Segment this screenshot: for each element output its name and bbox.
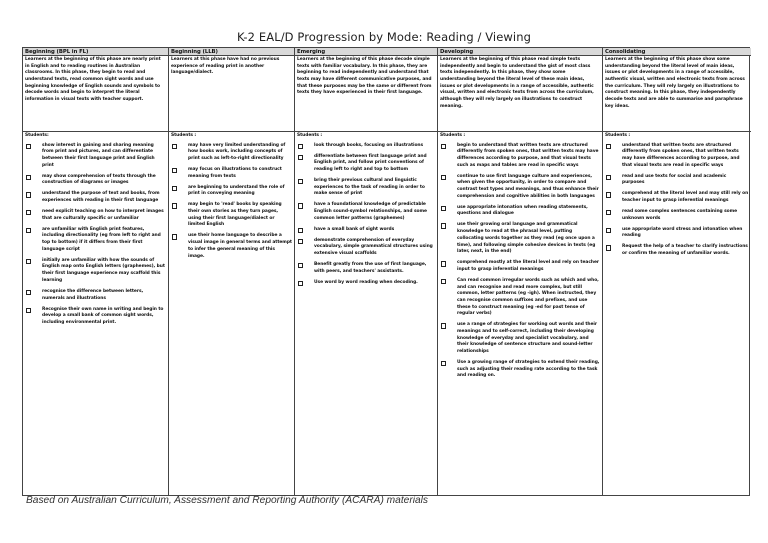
list-item: need explicit teaching on how to interpret images that are culturally specific or unfamiliar — [25, 209, 166, 222]
phase-description-beginning-bpl: Learners at the beginning of this phase are nearly print in English and to reading routines in Australian classrooms. In this phase, they begin to read and understand texts, read common sight words and use beginning knowledge of English sounds and symbols to decode words and begin to interpret the literal information in visual texts with teacher support. — [23, 56, 169, 132]
checkbox-icon — [441, 279, 446, 284]
students-label: Students : — [605, 133, 631, 138]
list-item: read and use texts for social and academic purposes — [605, 174, 749, 187]
list-item: Benefit greatly from the use of first language, with peers, and teachers' assistants. — [297, 262, 435, 275]
progression-table — [22, 47, 750, 496]
checkbox-icon — [172, 168, 177, 173]
list-item: Request the help of a teacher to clarify instructions or confirm the meaning of unfamiliar words. — [605, 244, 749, 257]
document-title: K-2 EAL/D Progression by Mode: Reading / Viewing — [237, 30, 531, 44]
list-item: may show comprehension of texts through the construction of diagrams or images — [25, 174, 166, 187]
list-item: use their home language to describe a visual image in general terms and attempt to infer the general meaning of this image. — [171, 233, 292, 260]
list-item: differentiate between first language print and English print, and follow print conventions of reading left to right and top to bottom — [297, 154, 435, 174]
list-item: Can read common irregular words such as which and who, and can recognise and read more complex, but still common, letter patterns (eg -igh). When instructed, they can recognise common suffixes and prefixes, and use these to construct meaning (eg -ed for past tense of regular verbs) — [440, 278, 600, 318]
checkbox-icon — [172, 186, 177, 191]
checkbox-icon — [298, 179, 303, 184]
phase-description-developing: Learners at the beginning of this phase read simple texts independently and begin to understand the gist of most class texts independently. In this phase, they show some understanding beyond the literal level of these main ideas, issues or plot developments in a range of accessible, authentic visual, written and electronic texts from across the curriculum, although they will rely largely on illustrations to construct meaning. — [438, 56, 603, 132]
checkbox-icon — [172, 144, 177, 149]
list-item: have a foundational knowledge of predictable English sound-symbol relationships, and some common letter patterns (graphemes) — [297, 202, 435, 222]
checkbox-icon — [26, 259, 31, 264]
students-label: Students: — [25, 133, 49, 138]
phase-heading-beginning-bpl: Beginning (BPL in FL) — [23, 48, 169, 56]
checkbox-icon — [26, 192, 31, 197]
phase-description-emerging: Learners at the beginning of this phase decode simple texts with familiar vocabulary. In this phase, they are beginning to read independently and understand that texts may have different communicative purposes, and that these purposes may be the same or different from texts they have experienced in their first language. — [295, 56, 438, 132]
checkbox-icon — [26, 228, 31, 233]
students-label: Students : — [440, 133, 466, 138]
checkbox-icon — [26, 144, 31, 149]
list-item: may focus on illustrations to construct meaning from texts — [171, 167, 292, 180]
list-item: continue to use first language culture and experiences, when given the opportunity, in order to compare and contrast text types and meanings, and thus enhance their comprehension and cognitive abilities in both languages — [440, 174, 600, 201]
list-item: are unfamiliar with English print features, including directionality (eg from left to right and top to bottom) if it differs from their first language script — [25, 227, 166, 254]
phase-heading-consolidating: Consolidating — [603, 48, 751, 56]
checkbox-icon — [298, 228, 303, 233]
checkbox-icon — [441, 323, 446, 328]
phase-description-beginning-llb: Learners at this phase have had no previous experience of reading print in another language/dialect. — [169, 56, 295, 132]
checkbox-icon — [298, 263, 303, 268]
checkbox-icon — [26, 175, 31, 180]
phase-students-consolidating — [603, 132, 751, 495]
students-label: Students : — [171, 133, 197, 138]
phase-heading-beginning-llb: Beginning (LLB) — [169, 48, 295, 56]
checkbox-icon — [26, 210, 31, 215]
list-item: are beginning to understand the role of print in conveying meaning — [171, 185, 292, 198]
checkbox-icon — [606, 228, 611, 233]
checkbox-icon — [606, 175, 611, 180]
list-item: comprehend mostly at the literal level and rely on teacher input to grasp inferential meanings — [440, 260, 600, 273]
checkbox-icon — [298, 144, 303, 149]
checkbox-icon — [26, 290, 31, 295]
list-item: read some complex sentences containing some unknown words — [605, 209, 749, 222]
checkbox-icon — [298, 281, 303, 286]
list-item: demonstrate comprehension of everyday vocabulary, simple grammatical structures using extensive visual scaffolds — [297, 238, 435, 258]
list-item: have a small bank of sight words — [297, 227, 435, 234]
list-item: comprehend at the literal level and may still rely on teacher input to grasp inferential meanings — [605, 191, 749, 204]
checkbox-icon — [26, 308, 31, 313]
students-label: Students : — [297, 133, 323, 138]
list-item: Recognise their own name in writing and begin to develop a small bank of common sight words, including environmental print. — [25, 307, 166, 327]
checkbox-icon — [441, 261, 446, 266]
source-footnote: Based on Australian Curriculum, Assessment and Reporting Authority (ACARA) materials — [26, 495, 429, 506]
list-item: show interest in gaining and sharing meaning from print and pictures, and can differentiate between their first language print and English print — [25, 143, 166, 170]
checkbox-icon — [298, 155, 303, 160]
list-item: look through books, focusing on illustrations — [297, 143, 435, 150]
list-item: understand the purpose of text and books, from experiences with reading in their first language — [25, 191, 166, 204]
list-item: use their growing oral language and grammatical knowledge to read at the phrasal level, putting collocating words together as they read (eg once upon a time), and following simple cohesive devices in texts (eg later, next, in the end) — [440, 222, 600, 255]
checkbox-icon — [172, 234, 177, 239]
list-item: use a range of strategies for working out words and their meanings and to self-correct, including their developing knowledge of everyday and specialist vocabulary, and their knowledge of sentence structure and sound-letter relationships — [440, 322, 600, 355]
list-item: use appropriate word stress and intonation when reading — [605, 227, 749, 240]
phase-heading-developing: Developing — [438, 48, 603, 56]
checkbox-icon — [441, 361, 446, 366]
phase-heading-emerging: Emerging — [295, 48, 438, 56]
checkbox-icon — [441, 206, 446, 211]
checkbox-icon — [441, 175, 446, 180]
phase-students-beginning-llb — [169, 132, 295, 495]
phase-students-beginning-bpl — [23, 132, 169, 495]
list-item: understand that written texts are structured differently from spoken ones, that written texts may have differences according to purpose, and that visual texts are read in specific ways — [605, 143, 749, 170]
list-item: Use a growing range of strategies to extend their reading, such as adjusting their reading rate according to the task and reading on. — [440, 360, 600, 380]
checkbox-icon — [606, 144, 611, 149]
checkbox-icon — [441, 223, 446, 228]
list-item: may begin to 'read' books by speaking their own stories as they turn pages, using their first language/dialect or limited English — [171, 202, 292, 229]
checkbox-icon — [441, 144, 446, 149]
list-item: recognise the difference between letters, numerals and illustrations — [25, 289, 166, 302]
checkbox-icon — [606, 192, 611, 197]
phase-description-consolidating: Learners at the beginning of this phase show some understanding beyond the literal level of main ideas, issues or plot developments in a range of accessible, authentic visual, written and electronic texts from across the curriculum. They will rely largely on illustrations to construct meaning. In this phase, they independently decode texts and are able to summarise and paraphrase key ideas. — [603, 56, 751, 132]
checkbox-icon — [298, 203, 303, 208]
checkbox-icon — [606, 245, 611, 250]
checkbox-icon — [298, 239, 303, 244]
list-item: bring their previous cultural and linguistic experiences to the task of reading in order to make sense of print — [297, 178, 435, 198]
list-item: Use word by word reading when decoding. — [297, 280, 435, 287]
phase-students-emerging — [295, 132, 438, 495]
list-item: initially are unfamiliar with how the sounds of English map onto English letters (graphemes), but their first language experience may scaffold this learning — [25, 258, 166, 285]
phase-students-developing — [438, 132, 603, 495]
checkbox-icon — [606, 210, 611, 215]
checkbox-icon — [172, 203, 177, 208]
list-item: begin to understand that written texts are structured differently from spoken ones, that written texts may have differences according to purpose, and that visual texts such as maps and tables are read in specific ways — [440, 143, 600, 170]
list-item: use appropriate intonation when reading statements, questions and dialogue — [440, 205, 600, 218]
list-item: may have very limited understanding of how books work, including concepts of print such as left-to-right directionality — [171, 143, 292, 163]
